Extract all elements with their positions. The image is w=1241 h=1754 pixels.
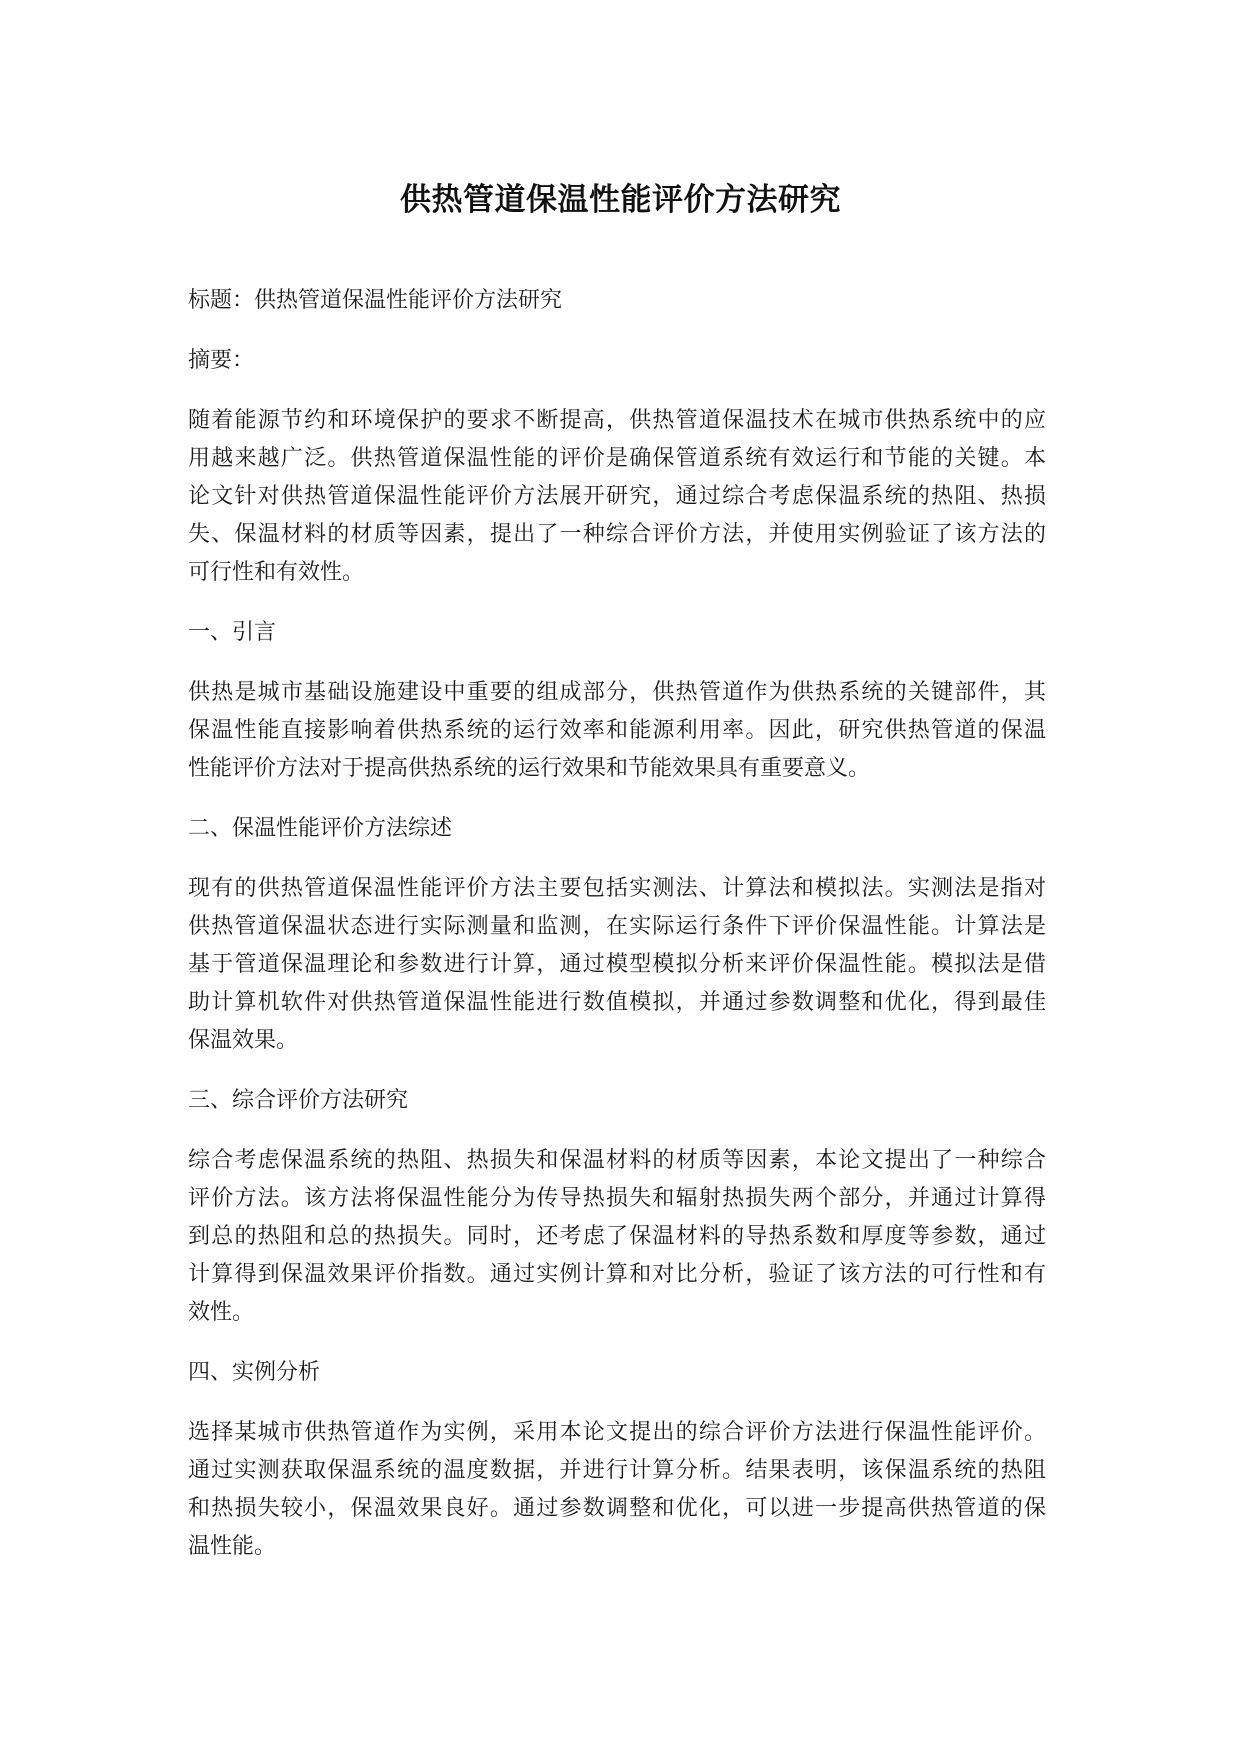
paragraph-line: 现有的供热管道保温性能评价方法主要包括实测法、计算法和模拟法。实测法是指对 (188, 876, 1046, 901)
paragraph-line: 和热损失较小，保温效果良好。通过参数调整和优化，可以进一步提高供热管道的保 (188, 1496, 1046, 1521)
section-paragraph (188, 1142, 1046, 1332)
paragraph-line: 通过实测获取保温系统的温度数据，并进行计算分析。结果表明，该保温系统的热阻 (188, 1458, 1046, 1483)
title-label-line: 标题：供热管道保温性能评价方法研究 (188, 288, 563, 313)
paragraph-line: 供热是城市基础设施建设中重要的组成部分，供热管道作为供热系统的关键部件，其 (188, 680, 1046, 705)
paragraph-line: 温性能。 (188, 1534, 277, 1559)
paragraph-line: 效性。 (188, 1300, 255, 1325)
abstract-paragraph (188, 402, 1046, 592)
paragraph-line: 可行性和有效性。 (188, 560, 365, 585)
section-paragraph (188, 1414, 1046, 1566)
paragraph-line: 综合考虑保温系统的热阻、热损失和保温材料的材质等因素，本论文提出了一种综合 (188, 1148, 1046, 1173)
document-body (188, 282, 1046, 1566)
section-heading: 三、综合评价方法研究 (188, 1088, 409, 1113)
paragraph-line: 选择某城市供热管道作为实例，采用本论文提出的综合评价方法进行保温性能评价。 (188, 1420, 1046, 1445)
abstract-heading: 摘要： (188, 348, 255, 373)
section-heading: 二、保温性能评价方法综述 (188, 816, 453, 841)
section-paragraph (188, 870, 1046, 1060)
paragraph-line: 保温效果。 (188, 1028, 299, 1053)
paragraph-line: 到总的热阻和总的热损失。同时，还考虑了保温材料的导热系数和厚度等参数，通过 (188, 1224, 1046, 1249)
section-heading: 一、引言 (188, 620, 277, 645)
paragraph-line: 保温性能直接影响着供热系统的运行效率和能源利用率。因此，研究供热管道的保温 (188, 718, 1046, 743)
section-heading: 四、实例分析 (188, 1360, 321, 1385)
document-title: 供热管道保温性能评价方法研究 (400, 182, 841, 218)
paragraph-line: 性能评价方法对于提高供热系统的运行效果和节能效果具有重要意义。 (188, 756, 871, 781)
paragraph-line: 论文针对供热管道保温性能评价方法展开研究，通过综合考虑保温系统的热阻、热损 (188, 484, 1046, 509)
paragraph-line: 助计算机软件对供热管道保温性能进行数值模拟，并通过参数调整和优化，得到最佳 (188, 990, 1046, 1015)
paragraph-line: 随着能源节约和环境保护的要求不断提高，供热管道保温技术在城市供热系统中的应 (188, 408, 1046, 433)
section-paragraph (188, 674, 1046, 788)
paragraph-line: 计算得到保温效果评价指数。通过实例计算和对比分析，验证了该方法的可行性和有 (188, 1262, 1046, 1287)
paragraph-line: 评价方法。该方法将保温性能分为传导热损失和辐射热损失两个部分，并通过计算得 (188, 1186, 1046, 1211)
paragraph-line: 用越来越广泛。供热管道保温性能的评价是确保管道系统有效运行和节能的关键。本 (188, 446, 1046, 471)
paragraph-line: 基于管道保温理论和参数进行计算，通过模型模拟分析来评价保温性能。模拟法是借 (188, 952, 1046, 977)
paragraph-line: 供热管道保温状态进行实际测量和监测，在实际运行条件下评价保温性能。计算法是 (188, 914, 1046, 939)
paragraph-line: 失、保温材料的材质等因素，提出了一种综合评价方法，并使用实例验证了该方法的 (188, 522, 1046, 547)
